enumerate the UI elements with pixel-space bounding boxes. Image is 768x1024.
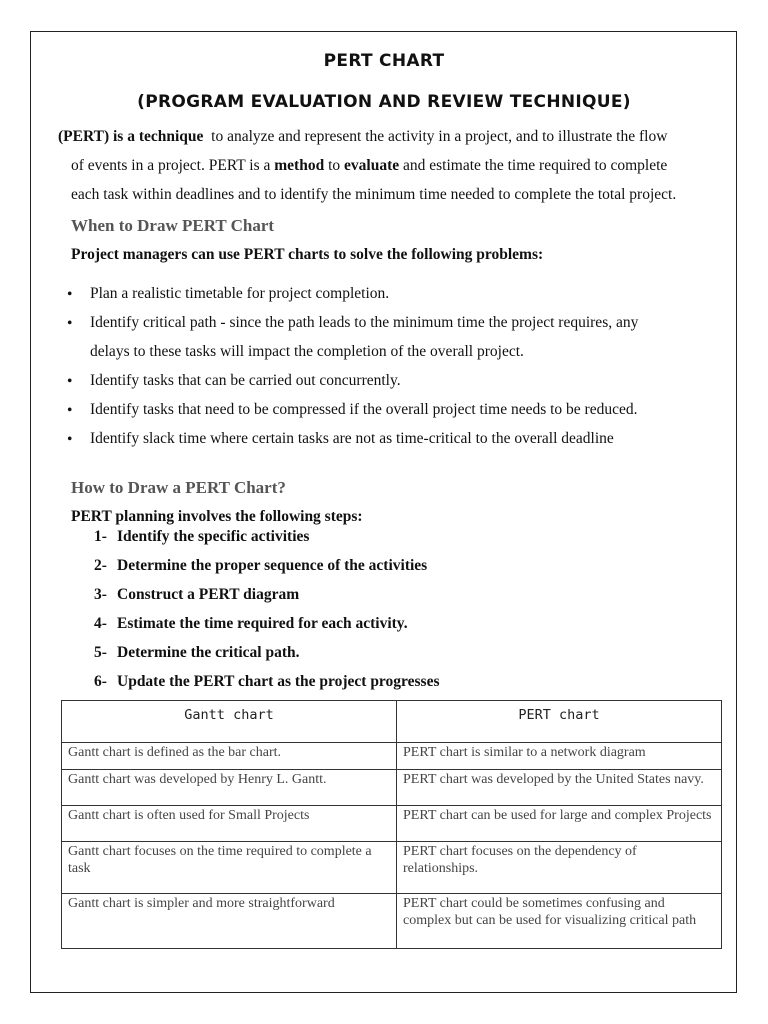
bullet-5-dot: • (67, 431, 73, 448)
step-4-number: 4- (94, 615, 107, 632)
page-subtitle: (PROGRAM EVALUATION AND REVIEW TECHNIQUE) (137, 92, 631, 112)
step-3-text: Construct a PERT diagram (117, 586, 300, 603)
step-2 (94, 557, 427, 575)
table-cell-gantt: Gantt chart is simpler and more straightforward (62, 894, 397, 949)
page-title: PERT CHART (323, 51, 445, 71)
step-2-text: Determine the proper sequence of the activities (117, 557, 428, 574)
table-row (62, 806, 722, 842)
intro-method: method (274, 157, 325, 174)
table-row (62, 842, 722, 894)
step-5 (94, 644, 300, 662)
when-heading: When to Draw PERT Chart (71, 216, 275, 235)
how-lead: PERT planning involves the following steps: (71, 508, 363, 525)
table-cell-pert: PERT chart could be sometimes confusing and complex but can be used for visualizing critical path (397, 894, 722, 949)
bullet-1-text: Plan a realistic timetable for project completion. (90, 285, 390, 302)
bullet-1-dot: • (67, 286, 73, 303)
step-2-number: 2- (94, 557, 107, 574)
step-6 (94, 673, 440, 691)
step-4-text: Estimate the time required for each activity. (117, 615, 408, 632)
table-row (62, 743, 722, 770)
table-cell-pert: PERT chart was developed by the United States navy. (397, 770, 722, 806)
bullet-4-dot: • (67, 402, 73, 419)
table-row (62, 770, 722, 806)
bullet-5-text: Identify slack time where certain tasks are not as time-critical to the overall deadline (90, 430, 614, 447)
bullet-2-dot: • (67, 315, 73, 332)
comparison-table (61, 700, 722, 949)
step-5-text: Determine the critical path. (117, 644, 300, 661)
table-cell-pert: PERT chart is similar to a network diagram (397, 743, 722, 770)
intro-line-1 (58, 128, 667, 146)
when-lead: Project managers can use PERT charts to solve the following problems: (71, 246, 544, 263)
step-1-number: 1- (94, 528, 107, 545)
intro-line-2-a: of events in a project. PERT is a (71, 157, 275, 174)
bullet-4-text: Identify tasks that need to be compressed if the overall project time needs to be reduced. (90, 401, 638, 418)
bullet-3-dot: • (67, 373, 73, 390)
step-1-text: Identify the specific activities (117, 528, 310, 545)
step-1 (94, 528, 309, 546)
table-row (62, 894, 722, 949)
table-cell-pert: PERT chart focuses on the dependency of relationships. (397, 842, 722, 894)
step-6-text: Update the PERT chart as the project progresses (117, 673, 440, 690)
table-cell-gantt: Gantt chart focuses on the time required to complete a task (62, 842, 397, 894)
intro-line-1-text: to analyze and represent the activity in a project, and to illustrate the flow (203, 128, 668, 145)
bullet-3-text: Identify tasks that can be carried out concurrently. (90, 372, 401, 389)
table-header-gantt: Gantt chart (62, 701, 397, 743)
step-4 (94, 615, 408, 633)
intro-term: (PERT) is a technique (58, 128, 204, 145)
table-cell-gantt: Gantt chart was developed by Henry L. Gantt. (62, 770, 397, 806)
step-5-number: 5- (94, 644, 107, 661)
table-cell-pert: PERT chart can be used for large and complex Projects (397, 806, 722, 842)
bullet-2-text-cont: delays to these tasks will impact the completion of the overall project. (90, 343, 524, 360)
intro-line-2-b: to (324, 157, 345, 174)
step-3 (94, 586, 299, 604)
intro-line-3: each task within deadlines and to identify the minimum time needed to complete the total project. (71, 186, 677, 203)
step-3-number: 3- (94, 586, 107, 603)
intro-line-2-c: and estimate the time required to complete (399, 157, 668, 174)
table-cell-gantt: Gantt chart is defined as the bar chart. (62, 743, 397, 770)
intro-evaluate: evaluate (344, 157, 400, 174)
how-heading: How to Draw a PERT Chart? (71, 478, 286, 497)
bullet-2-text: Identify critical path - since the path leads to the minimum time the project requires, any (90, 314, 639, 331)
table-header-row (62, 701, 722, 743)
table-cell-gantt: Gantt chart is often used for Small Projects (62, 806, 397, 842)
step-6-number: 6- (94, 673, 107, 690)
table-header-pert: PERT chart (397, 701, 722, 743)
intro-line-2 (71, 157, 667, 175)
